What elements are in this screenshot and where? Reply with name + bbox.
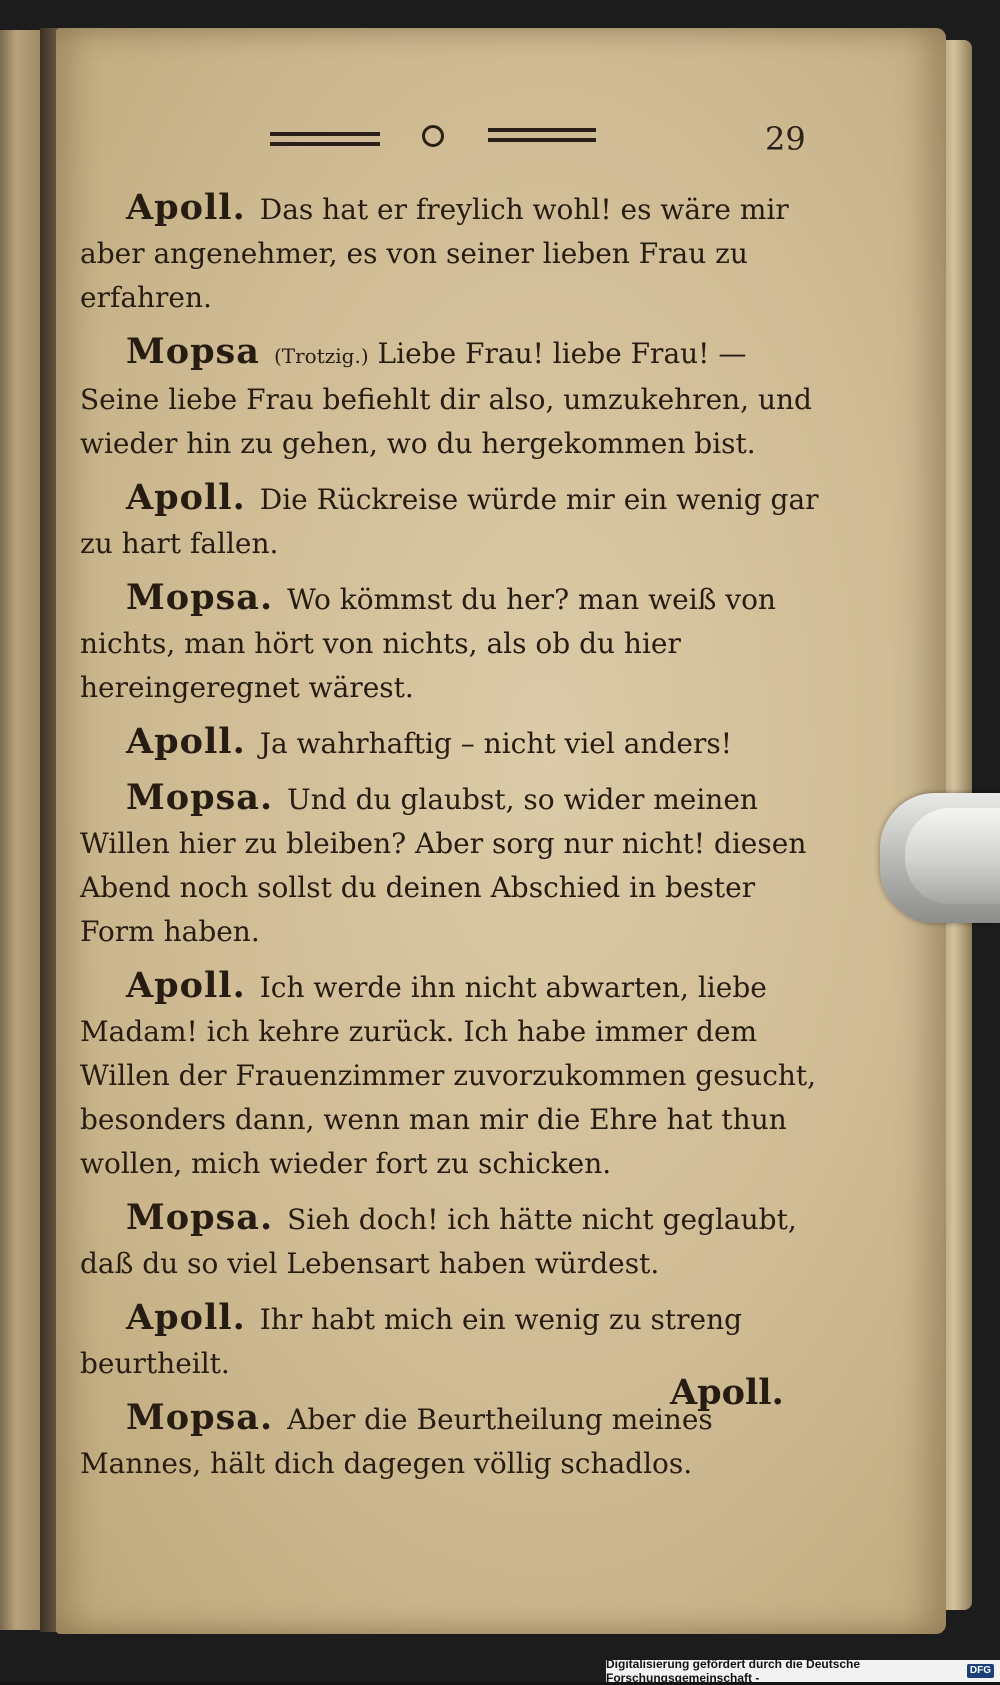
dfg-logo-icon: DFG — [967, 1664, 994, 1678]
dialogue-entry — [80, 964, 820, 1186]
rule-left-top — [270, 132, 380, 136]
speaker-name: Apoll. — [126, 721, 246, 762]
page-clip-highlight — [905, 808, 1000, 904]
dialogue-entry — [80, 330, 820, 466]
dialogue-entry — [80, 186, 820, 320]
speaker-name: Mopsa. — [126, 1197, 274, 1238]
catchword: Apoll. — [670, 1372, 784, 1413]
dialogue-line: Sieh doch! ich hätte nicht geglaubt, daß du so viel Lebensart haben würdest. — [80, 1203, 797, 1280]
speaker-name: Apoll. — [126, 477, 246, 518]
speaker-name: Apoll. — [126, 187, 246, 228]
dialogue-line: Wo kömmst du her? man weiß von nichts, man hört von nichts, als ob du hier hereingeregnet wärest. — [80, 583, 776, 704]
footer-credit: Digitalisierung gefördert durch die Deutsche Forschungsgemeinschaft - — [606, 1657, 861, 1685]
dialogue-line: Ja wahrhaftig – nicht viel anders! — [259, 727, 732, 760]
dialogue-line: Ich werde ihn nicht abwarten, liebe Madam! ich kehre zurück. Ich habe immer dem Willen der Frauenzimmer zuvorzukommen gesucht, besonders dann, wenn man mir die Ehre hat thun wollen, mich wieder fort zu schicken. — [80, 971, 817, 1180]
dialogue-line: Ihr habt mich ein wenig zu streng beurtheilt. — [80, 1303, 743, 1380]
speaker-name: Mopsa. — [126, 577, 274, 618]
rule-right-top — [488, 128, 596, 132]
stage-direction: (Trotzig.) — [273, 344, 369, 368]
dialogue-entry — [80, 776, 820, 954]
dialogue-entry — [80, 476, 820, 566]
dialogue-line: Das hat er freylich wohl! es wäre mir aber angenehmer, es von seiner lieben Frau zu erfahren. — [80, 193, 789, 314]
page-number: 29 — [765, 120, 806, 158]
speaker-name: Mopsa — [126, 331, 260, 372]
dialogue-line: Aber die Beurtheilung meines Mannes, hält dich dagegen völlig schadlos. — [80, 1403, 713, 1480]
dialogue-entry — [80, 1196, 820, 1286]
previous-page-edge — [0, 30, 40, 1630]
dialogue-entry — [80, 576, 820, 710]
speaker-name: Mopsa. — [126, 1397, 274, 1438]
page-header-ornament — [270, 122, 810, 162]
dialogue-line: Und du glaubst, so wider meinen Willen hier zu bleiben? Aber sorg nur nicht! diesen Abend noch sollst du deinen Abschied in bester Form haben. — [80, 783, 807, 948]
dialogue-entry — [80, 720, 820, 766]
speaker-name: Mopsa. — [126, 777, 274, 818]
speaker-name: Apoll. — [126, 1297, 246, 1338]
dialogue-line: Die Rückreise würde mir ein wenig gar zu hart fallen. — [80, 483, 819, 560]
dialogue-line: Liebe Frau! liebe Frau! — Seine liebe Frau befiehlt dir also, umzukehren, und wieder hin zu gehen, wo du hergekommen bist. — [80, 337, 812, 460]
dialogue-text — [80, 186, 820, 1496]
ring-ornament-icon — [422, 125, 444, 147]
rule-right-bottom — [488, 138, 596, 142]
digitization-footer — [606, 1657, 1000, 1685]
speaker-name: Apoll. — [126, 965, 246, 1006]
rule-left-bottom — [270, 142, 380, 146]
